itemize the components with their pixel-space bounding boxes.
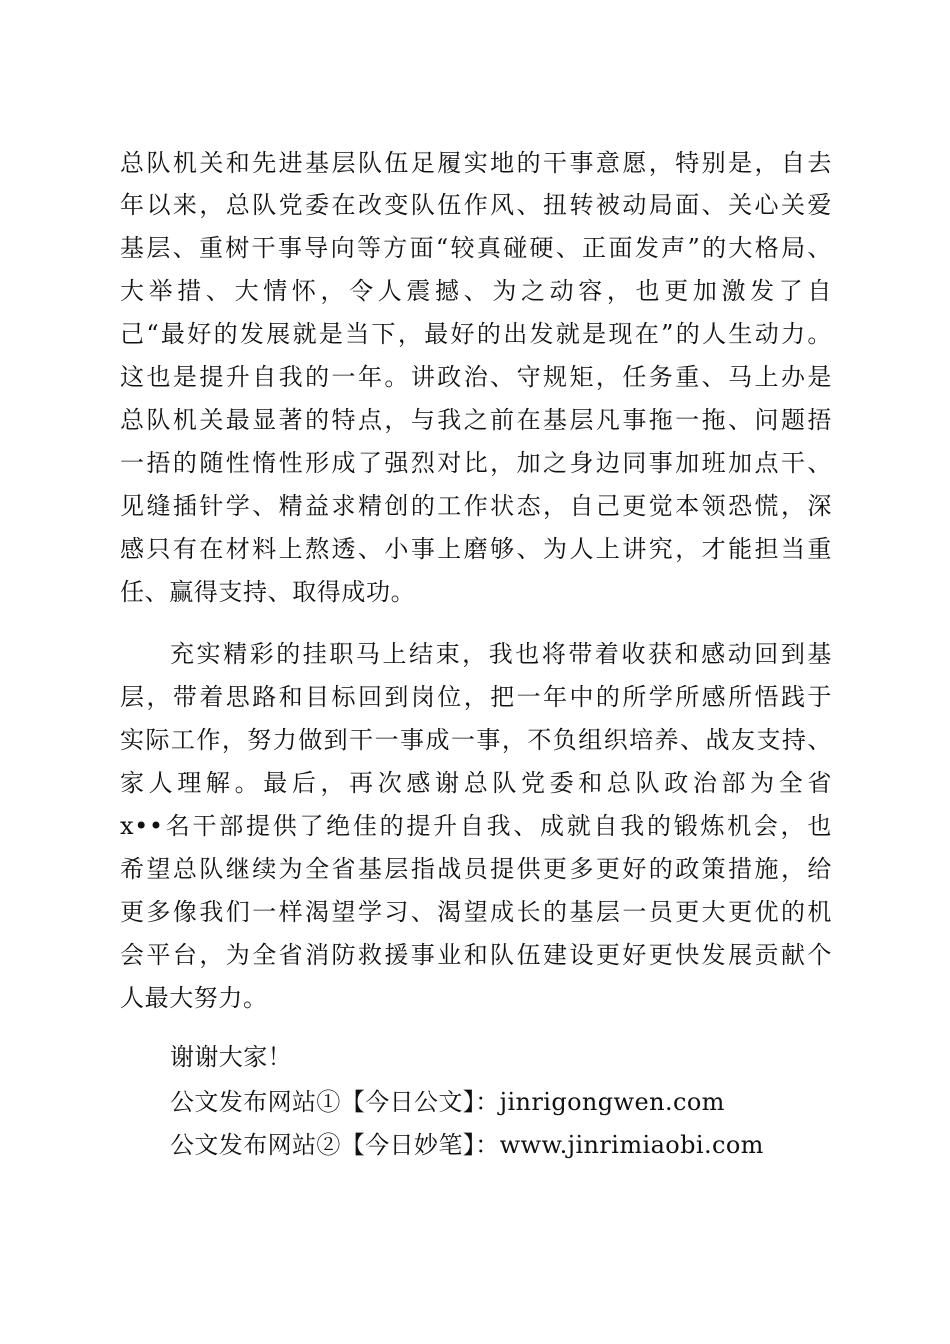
body-line-3: 基层、重树干事导向等方面“较真碰硬、正面发声”的大格局、 (120, 234, 832, 262)
body-line-14: 实际工作，努力做到干一事成一事，不负组织培养、战友支持、 (120, 726, 832, 754)
body-line-15: 家人理解。最后，再次感谢总队党委和总队政治部为全省 (120, 769, 832, 797)
body-line-9: 见缝插针学、精益求精创的工作状态，自己更觉本领恐慌，深 (120, 492, 832, 520)
body-line-13: 层，带着思路和目标回到岗位，把一年中的所学所感所悟践于 (120, 683, 832, 711)
body-line-18: 更多像我们一样渴望学习、渴望成长的基层一员更大更优的机 (120, 898, 832, 926)
body-line-10: 感只有在材料上熬透、小事上磨够、为人上讲究，才能担当重 (120, 535, 832, 563)
body-line-12: 充实精彩的挂职马上结束，我也将带着收获和感动回到基 (170, 640, 832, 668)
body-line-4: 大举措、大情怀，令人震撼、为之动容，也更加激发了自 (120, 277, 832, 305)
body-line-5: 己“最好的发展就是当下，最好的出发就是现在”的人生动力。 (120, 320, 832, 348)
body-line-7: 总队机关最显著的特点，与我之前在基层凡事拖一拖、问题捂 (120, 406, 832, 434)
body-line-19: 会平台，为全省消防救援事业和队伍建设更好更快发展贡献个 (120, 941, 832, 969)
body-line-16: x••名干部提供了绝佳的提升自我、成就自我的锻炼机会，也 (120, 812, 832, 840)
body-line-6: 这也是提升自我的一年。讲政治、守规矩，任务重、马上办是 (120, 363, 832, 391)
body-line-2: 年以来，总队党委在改变队伍作风、扭转被动局面、关心关爱 (120, 191, 832, 219)
site-link-2: 公文发布网站②【今日妙笔】：www.jinrimiaobi.com (170, 1131, 764, 1159)
site-link-1: 公文发布网站①【今日公文】：jinrigongwen.com (170, 1088, 725, 1116)
body-line-8: 一捂的随性惰性形成了强烈对比，加之身边同事加班加点干、 (120, 449, 832, 477)
body-line-20: 人最大努力。 (120, 984, 268, 1012)
body-line-11: 任、赢得支持、取得成功。 (120, 578, 416, 606)
body-line-1: 总队机关和先进基层队伍足履实地的干事意愿，特别是，自去 (120, 149, 832, 177)
body-line-17: 希望总队继续为全省基层指战员提供更多更好的政策措施，给 (120, 855, 832, 883)
closing-text: 谢谢大家！ (170, 1043, 292, 1071)
